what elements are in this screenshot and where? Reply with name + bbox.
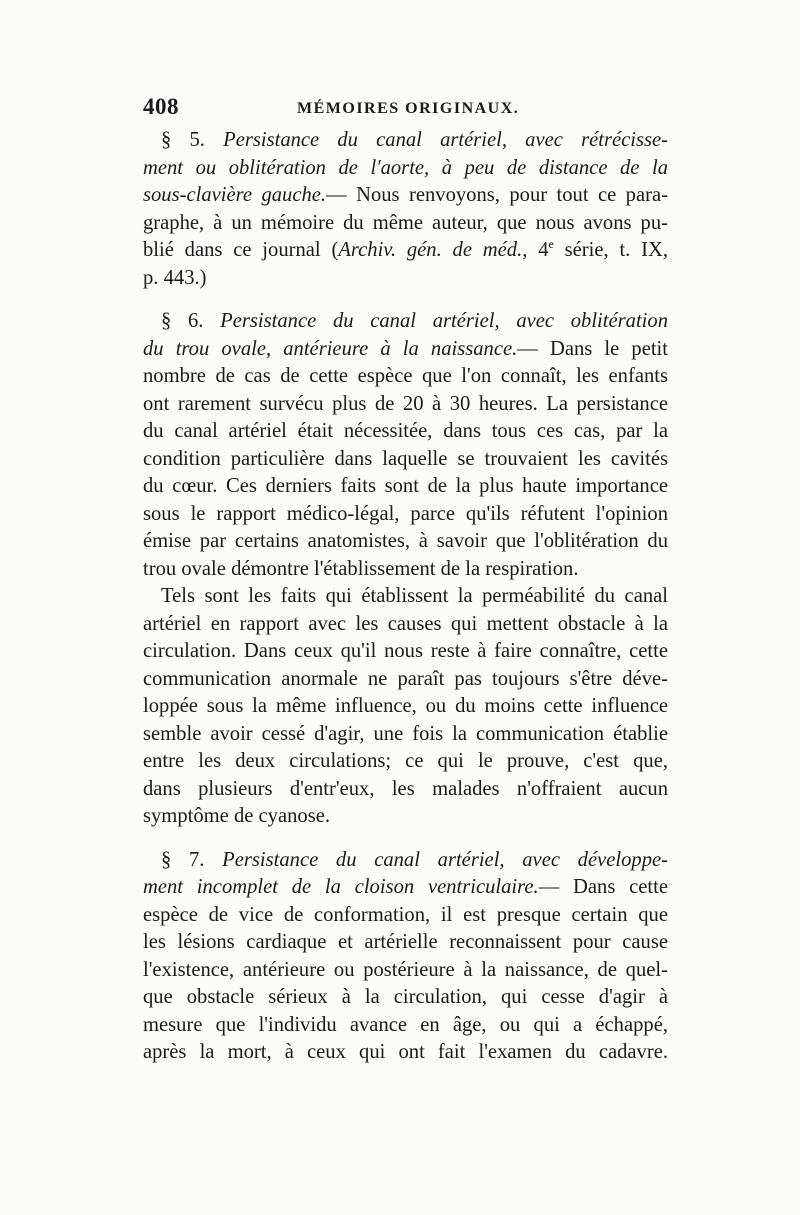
text-line: dans plusieurs d'entr'eux, les malades n'offraient aucun (143, 777, 668, 800)
text-line: blié dans ce journal (Archiv. gén. de méd., 4e série, t. IX, (143, 237, 669, 261)
text-line: l'existence, antérieure ou postérieure à la naissance, de quel- (143, 958, 668, 981)
text-line: que obstacle sérieux à la circulation, qui cesse d'agir à (143, 986, 668, 1008)
section-5 (143, 127, 668, 292)
text-line: trou ovale démontre l'établissement de la respiration. (143, 557, 579, 580)
text-line: après la mort, à ceux qui ont fait l'examen du cadavre. (143, 1041, 668, 1063)
page-number: 408 (143, 94, 179, 119)
text-line: mesure que l'individu avance en âge, ou qui a échappé, (143, 1013, 668, 1036)
text-line: ment ou oblitération de l'aorte, à peu de distance de la (143, 156, 668, 179)
text-line: entre les deux circulations; ce qui le prouve, c'est que, (143, 750, 668, 772)
text-line: § 5. Persistance du canal artériel, avec rétrécisse- (161, 129, 668, 151)
section-5-heading: Persistance du canal artériel, avec rétrécisse- (223, 129, 668, 151)
text-line: sous-clavière gauche.— Nous renvoyons, pour tout ce para- (143, 184, 668, 206)
page-header (143, 94, 668, 124)
text-line: ment incomplet de la cloison ventriculaire.— Dans cette (143, 876, 668, 898)
section-7 (143, 847, 668, 1067)
text-line: les lésions cardiaque et artérielle reconnaissent pour cause (143, 931, 668, 953)
text-line: émise par certains anatomistes, à savoir que l'oblitération du (143, 530, 668, 552)
text-line: ont rarement survécu plus de 20 à 30 heures. La persistance (143, 392, 668, 415)
text-line: symptôme de cyanose. (143, 805, 331, 827)
text-line: loppée sous la même influence, ou du moins cette influence (143, 695, 668, 717)
text-line: Tels sont les faits qui établissent la perméabilité du canal (161, 585, 668, 607)
text-line: circulation. Dans ceux qu'il nous reste à faire connaître, cette (143, 640, 668, 662)
text-line: semble avoir cessé d'agir, une fois la communication établie (143, 722, 668, 745)
text-line: du cœur. Ces derniers faits sont de la plus haute importance (143, 475, 668, 497)
page-body (143, 127, 668, 1067)
section-6 (143, 308, 668, 583)
text-line: artériel en rapport avec les causes qui mettent obstacle à la (143, 612, 668, 635)
text-line: § 6. Persistance du canal artériel, avec oblitération (161, 310, 668, 332)
running-title: MÉMOIRES ORIGINAUX. (297, 100, 520, 117)
text-line: § 7. Persistance du canal artériel, avec développe- (161, 848, 669, 871)
text-line: communication anormale ne paraît pas toujours s'être déve- (143, 667, 668, 690)
section-7-heading: Persistance du canal artériel, avec développe- (222, 848, 669, 871)
paragraph-tels (143, 583, 668, 831)
section-6-heading: Persistance du canal artériel, avec oblitération (220, 310, 668, 332)
text-line: graphe, à un mémoire du même auteur, que nous avons pu- (143, 211, 668, 234)
text-line: du trou ovale, antérieure à la naissance.— Dans le petit (143, 337, 668, 360)
text-line: nombre de cas de cette espèce que l'on connaît, les enfants (143, 365, 668, 387)
text-line: p. 443.) (143, 266, 207, 289)
text-line: du canal artériel était nécessitée, dans tous ces cas, par la (143, 420, 668, 442)
text-line: condition particulière dans laquelle se trouvaient les cavités (143, 447, 668, 470)
text-line: sous le rapport médico-légal, parce qu'ils réfutent l'opinion (143, 502, 668, 525)
journal-citation: Archiv. gén. de méd. (338, 239, 523, 261)
text-line: espèce de vice de conformation, il est presque certain que (143, 903, 668, 926)
